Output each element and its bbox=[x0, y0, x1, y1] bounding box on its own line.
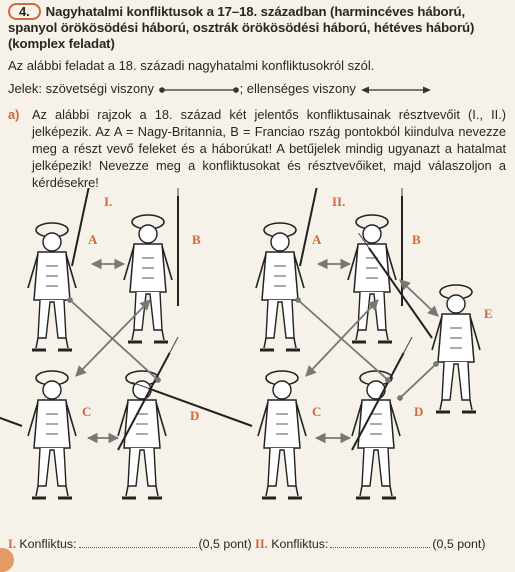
label-b-one: B bbox=[192, 232, 201, 247]
hostile-arrow-icon bbox=[360, 85, 432, 95]
soldier-d-one bbox=[118, 337, 178, 498]
label-e-two: E bbox=[484, 306, 493, 321]
answer-one-field[interactable] bbox=[79, 537, 197, 548]
intro-text: Az alábbi feladat a 18. századi nagyhatalmi konfliktusokról szól. bbox=[8, 58, 375, 73]
label-d-one: D bbox=[190, 408, 200, 423]
legend-hostile-label: ; ellenséges viszony bbox=[239, 81, 356, 96]
label-b-two: B bbox=[412, 232, 421, 247]
label-d-two: D bbox=[414, 404, 424, 419]
soldier-b-two bbox=[348, 188, 402, 342]
task-title: Nagyhatalmi konfliktusok a 17–18. században (harmincéves háború, spanyol örökösödési háború, osztrák örökösödési háború, hétéves háború) (komplex feladat) bbox=[8, 4, 475, 51]
panel-two-roman: II. bbox=[332, 194, 346, 209]
panel-two bbox=[132, 188, 493, 498]
soldier-a-one bbox=[28, 188, 99, 350]
legend bbox=[8, 81, 508, 97]
answer-two-roman: II. bbox=[255, 537, 268, 551]
answer-lines bbox=[8, 536, 508, 552]
label-a-two: A bbox=[312, 232, 322, 247]
answer-one-points: (0,5 pont) bbox=[198, 537, 252, 551]
task-header bbox=[8, 3, 508, 52]
legend-alliance-label: Jelek: szövetségi viszony bbox=[8, 81, 154, 96]
soldier-d-two bbox=[352, 337, 412, 498]
alliance-line-icon bbox=[158, 85, 240, 95]
answer-two-points: (0,5 pont) bbox=[432, 537, 486, 551]
label-a-one: A bbox=[88, 232, 98, 247]
soldier-illustrations bbox=[0, 188, 515, 528]
task-text: Az alábbi rajzok a 18. század két jelentős konfliktusainak résztvevőit (I., II.) jelképezik. Az A = Nagy-Britannia, B = Franciao rszág pontokból kiindulva nevezze meg a részt vevő feleket és a háborúkat! A betűjelek mindig ugyanazt a hatalmat jelképezik! Nevezze meg a konfliktusokat és résztvevőiket, majd válaszoljon a kérdésekre! bbox=[32, 107, 506, 190]
label-c-one: C bbox=[82, 404, 92, 419]
task-letter: a) bbox=[8, 107, 20, 122]
answer-one-label: Konfliktus: bbox=[19, 537, 77, 551]
answer-two-field[interactable] bbox=[330, 537, 430, 548]
answer-two-label: Konfliktus: bbox=[271, 537, 329, 551]
soldier-a-two bbox=[256, 188, 327, 350]
panel-one-roman: I. bbox=[104, 194, 113, 209]
label-c-two: C bbox=[312, 404, 322, 419]
soldier-c-one bbox=[0, 371, 76, 498]
task-number-badge: 4. bbox=[8, 3, 41, 20]
answer-one-roman: I. bbox=[8, 537, 16, 551]
panel-one bbox=[0, 188, 201, 498]
task-a bbox=[8, 106, 506, 191]
